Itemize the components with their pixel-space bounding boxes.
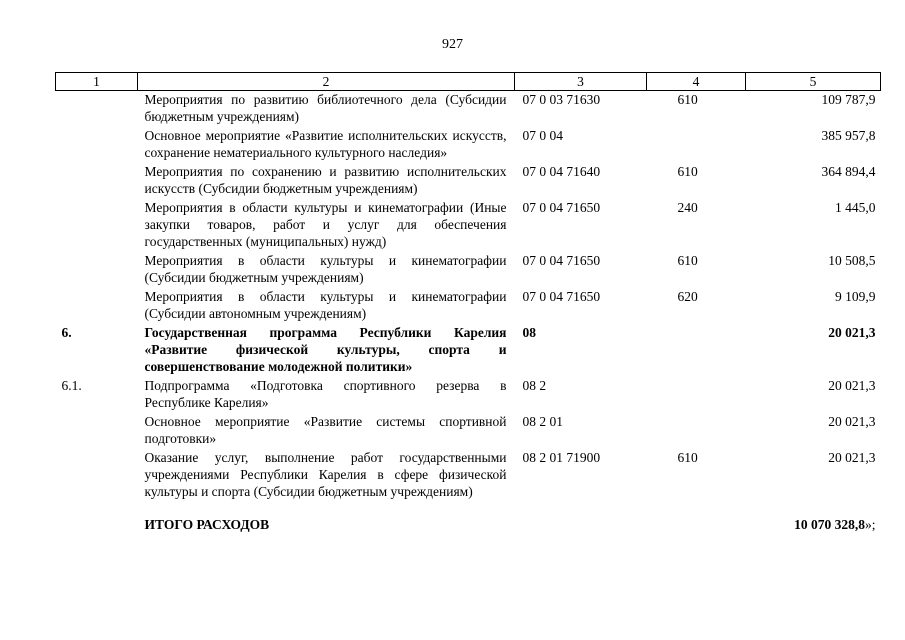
row-sum: 20 021,3 — [828, 414, 876, 429]
table-row — [56, 377, 881, 413]
header-col-2: 2 — [138, 73, 515, 91]
table-row — [56, 91, 881, 128]
table-row — [56, 199, 881, 252]
total-kvr-cell — [647, 502, 746, 535]
row-kvr: 610 — [677, 92, 698, 107]
table-row — [56, 127, 881, 163]
row-number — [56, 163, 138, 199]
row-name: Мероприятия в области культуры и кинематографии (Субсидии бюджетным учреждениям) — [144, 253, 507, 285]
row-name: Мероприятия в области культуры и кинематографии (Иные закупки товаров, работ и услуг для обеспечения государственных (муниципальных) нужд) — [144, 200, 507, 249]
table-row — [56, 163, 881, 199]
row-number: 6.1. — [61, 378, 82, 393]
row-code: 08 2 01 71900 — [522, 450, 601, 465]
row-sum: 10 508,5 — [828, 253, 876, 268]
row-number — [56, 288, 138, 324]
row-kvr: 240 — [677, 200, 698, 215]
header-col-5: 5 — [746, 73, 881, 91]
header-col-1: 1 — [56, 73, 138, 91]
table-row — [56, 324, 881, 377]
row-name: Основное мероприятие «Развитие системы спортивной подготовки» — [144, 414, 507, 446]
total-code-cell — [515, 502, 647, 535]
table-row — [56, 288, 881, 324]
row-name: Основное мероприятие «Развитие исполнительских искусств, сохранение нематериального культурного наследия» — [144, 128, 507, 160]
row-number — [56, 413, 138, 449]
row-name: Мероприятия по развитию библиотечного дела (Субсидии бюджетным учреждениям) — [144, 92, 507, 124]
row-kvr: 610 — [677, 450, 698, 465]
row-name: Мероприятия по сохранению и развитию исполнительских искусств (Субсидии бюджетным учреждениям) — [144, 164, 507, 196]
row-code: 07 0 03 71630 — [522, 92, 601, 107]
row-sum: 364 894,4 — [821, 164, 876, 179]
table-row — [56, 449, 881, 502]
row-code: 07 0 04 71650 — [522, 289, 601, 304]
row-sum: 20 021,3 — [828, 325, 876, 340]
row-sum: 1 445,0 — [835, 200, 876, 215]
row-number — [56, 127, 138, 163]
row-sum: 20 021,3 — [828, 378, 876, 393]
row-kvr: 610 — [677, 253, 698, 268]
row-code: 08 — [522, 325, 536, 340]
page-number: 927 — [442, 37, 463, 52]
row-code: 07 0 04 — [522, 128, 563, 143]
total-suffix: »; — [864, 517, 876, 532]
row-number — [56, 252, 138, 288]
row-number: 6. — [61, 325, 72, 340]
row-name: Оказание услуг, выполнение работ государственными учреждениями Республики Карелия в сфере физической культуры и спорта (Субсидии бюджетным учреждениям) — [144, 450, 507, 499]
row-number — [56, 449, 138, 502]
header-col-3: 3 — [515, 73, 647, 91]
header-col-4: 4 — [647, 73, 746, 91]
row-number — [56, 199, 138, 252]
row-code: 07 0 04 71650 — [522, 253, 601, 268]
table-row — [56, 413, 881, 449]
row-sum: 109 787,9 — [821, 92, 876, 107]
total-label: ИТОГО РАСХОДОВ — [144, 517, 270, 532]
total-sum-cell — [746, 502, 881, 535]
row-sum: 20 021,3 — [828, 450, 876, 465]
table-row — [56, 252, 881, 288]
total-sum: 10 070 328,8 — [794, 517, 865, 532]
row-name: Государственная программа Республики Карелия «Развитие физической культуры, спорта и совершенствование молодежной политики» — [144, 325, 507, 374]
row-kvr: 620 — [677, 289, 698, 304]
total-row — [56, 502, 881, 535]
row-name: Мероприятия в области культуры и кинематографии (Субсидии автономным учреждениям) — [144, 289, 507, 321]
row-code: 08 2 01 — [522, 414, 563, 429]
row-name: Подпрограмма «Подготовка спортивного резерва в Республике Карелия» — [144, 378, 507, 410]
row-code: 07 0 04 71650 — [522, 200, 601, 215]
row-kvr — [647, 413, 746, 449]
row-sum: 9 109,9 — [835, 289, 876, 304]
row-sum: 385 957,8 — [821, 128, 876, 143]
row-kvr — [647, 324, 746, 377]
budget-table — [55, 72, 881, 535]
row-code: 08 2 — [522, 378, 547, 393]
total-num-cell — [56, 502, 138, 535]
row-code: 07 0 04 71640 — [522, 164, 601, 179]
row-kvr: 610 — [677, 164, 698, 179]
row-kvr — [647, 127, 746, 163]
row-number — [56, 91, 138, 128]
row-kvr — [647, 377, 746, 413]
table-header-row — [56, 73, 881, 91]
